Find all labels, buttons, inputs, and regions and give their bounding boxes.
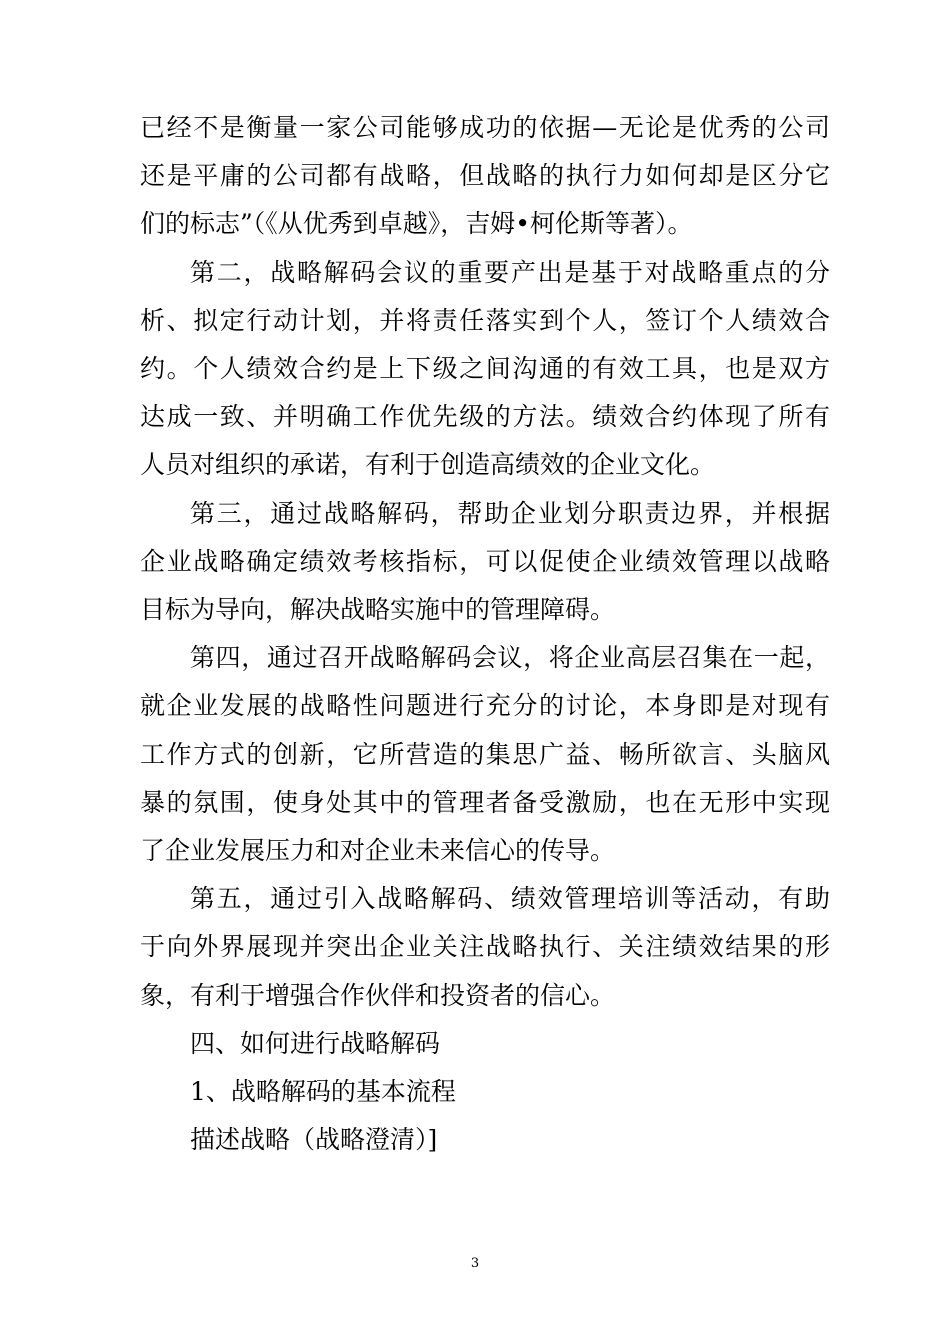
text-line: 第四，通过召开战略解码会议，将企业高层召集在一起， — [190, 643, 830, 673]
text-line: 象，有利于增强合作伙伴和投资者的信心。 — [140, 980, 616, 1010]
heading-text: 1、战略解码的基本流程 — [190, 1077, 456, 1107]
heading-text: 四、如何进行战略解码 — [190, 1028, 441, 1058]
document-body — [140, 104, 830, 1164]
page-number: 3 — [470, 1256, 480, 1271]
heading-text: 描述战略（战略澄清）] — [190, 1125, 438, 1155]
text-line: 约。个人绩效合约是上下级之间沟通的有效工具，也是双方 — [140, 354, 830, 384]
text-line: 于向外界展现并突出企业关注战略执行、关注绩效结果的形 — [140, 932, 830, 962]
paragraph-3 — [140, 490, 830, 635]
text-line: 析、拟定行动计划，并将责任落实到个人，签订个人绩效合 — [140, 305, 830, 335]
paragraph-4 — [140, 634, 830, 875]
text-line: 第五，通过引入战略解码、绩效管理培训等活动，有助 — [190, 884, 830, 914]
subsection-heading — [140, 1068, 830, 1116]
text-line: 就企业发展的战略性问题进行充分的讨论，本身即是对现有 — [140, 691, 830, 721]
text-line: 第二，战略解码会议的重要产出是基于对战略重点的分 — [190, 257, 830, 287]
text-line: 第三，通过战略解码，帮助企业划分职责边界，并根据 — [190, 498, 830, 528]
paragraph-1 — [140, 104, 830, 249]
text-line: 暴的氛围，使身处其中的管理者备受激励，也在无形中实现 — [140, 787, 830, 817]
text-line: 目标为导向，解决战略实施中的管理障碍。 — [140, 595, 616, 625]
section-heading — [140, 1020, 830, 1068]
text-line: 们的标志”（《从优秀到卓越》，吉姆•柯伦斯等著）。 — [140, 209, 693, 239]
text-line: 企业战略确定绩效考核指标，可以促使企业绩效管理以战略 — [140, 546, 830, 576]
text-line: 已经不是衡量一家公司能够成功的依据—无论是优秀的公司 — [140, 113, 830, 142]
text-line: 达成一致、并明确工作优先级的方法。绩效合约体现了所有 — [140, 402, 830, 432]
paragraph-2 — [140, 249, 830, 490]
text-line: 还是平庸的公司都有战略，但战略的执行力如何却是区分它 — [140, 161, 830, 191]
text-line: 人员对组织的承诺，有利于创造高绩效的企业文化。 — [140, 450, 716, 480]
text-line: 了企业发展压力和对企业未来信心的传导。 — [140, 836, 616, 866]
paragraph-5 — [140, 875, 830, 1020]
text-line: 工作方式的创新，它所营造的集思广益、畅所欲言、头脑风 — [140, 739, 830, 769]
step-heading — [140, 1116, 830, 1164]
